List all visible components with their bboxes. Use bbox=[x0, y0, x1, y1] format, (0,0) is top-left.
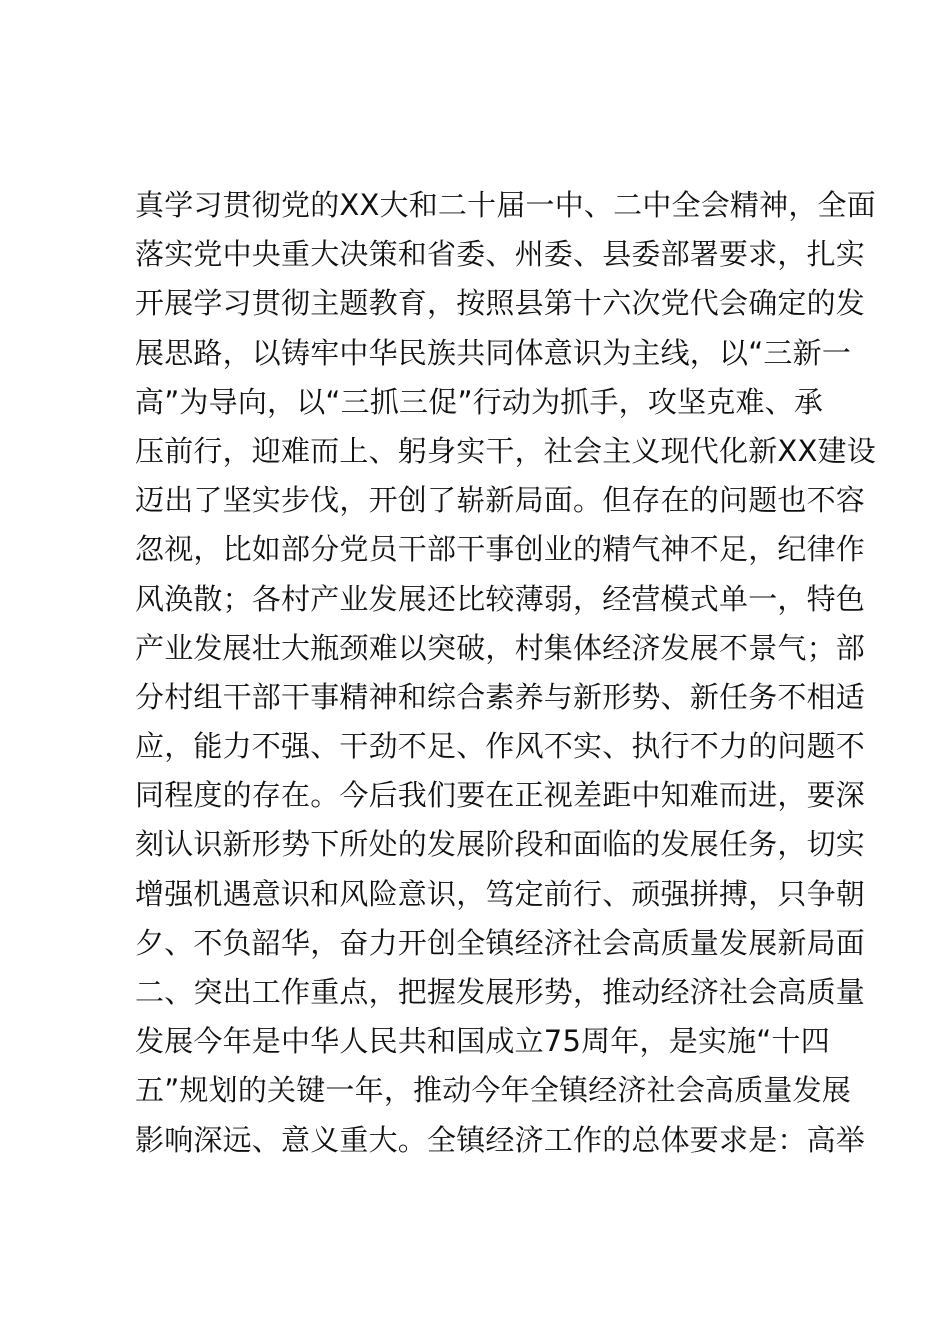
text-line: 高”为导向，以“三抓三促”行动为抓手，攻坚克难、承 bbox=[135, 384, 824, 419]
text-line: 迈出了坚实步伐，开创了崭新局面。但存在的问题也不容 bbox=[135, 483, 866, 518]
text-line: 产业发展壮大瓶颈难以突破，村集体经济发展不景气；部 bbox=[135, 630, 866, 665]
text-line: 同程度的存在。今后我们要在正视差距中知难而进，要深 bbox=[135, 778, 866, 813]
text-line: 落实党中央重大决策和省委、州委、县委部署要求，扎实 bbox=[135, 237, 866, 272]
text-line: 展思路，以铸牢中华民族共同体意识为主线，以“三新一 bbox=[135, 335, 852, 370]
text-line: 分村组干部干事精神和综合素养与新形势、新任务不相适 bbox=[135, 679, 866, 714]
text-line: 忽视，比如部分党员干部干事创业的精气神不足，纪律作 bbox=[135, 532, 866, 567]
text-line: 影响深远、意义重大。全镇经济工作的总体要求是：高举 bbox=[135, 1122, 866, 1157]
text-line: 增强机遇意识和风险意识，笃定前行、顽强拼搏，只争朝 bbox=[135, 876, 866, 911]
text-line: 开展学习贯彻主题教育，按照县第十六次党代会确定的发 bbox=[135, 286, 866, 321]
text-line: 刻认识新形势下所处的发展阶段和面临的发展任务，切实 bbox=[135, 827, 866, 862]
text-line: 五”规划的关键一年，推动今年全镇经济社会高质量发展 bbox=[135, 1073, 852, 1108]
text-line: 压前行，迎难而上、躬身实干，社会主义现代化新XX建设 bbox=[135, 433, 876, 468]
text-line: 真学习贯彻党的XX大和二十届一中、二中全会精神，全面 bbox=[135, 188, 876, 222]
section-heading-line: 二、突出工作重点，把握发展形势，推动经济社会高质量 bbox=[135, 975, 866, 1009]
text-line: 应，能力不强、干劲不足、作风不实、执行不力的问题不 bbox=[135, 729, 866, 764]
text-line: 发展今年是中华人民共和国成立75周年，是实施“十四 bbox=[135, 1024, 830, 1059]
text-line: 风涣散；各村产业发展还比较薄弱，经营模式单一，特色 bbox=[135, 581, 866, 616]
text-line: 夕、不负韶华，奋力开创全镇经济社会高质量发展新局面 bbox=[135, 925, 866, 960]
body-paragraph bbox=[135, 181, 876, 1165]
